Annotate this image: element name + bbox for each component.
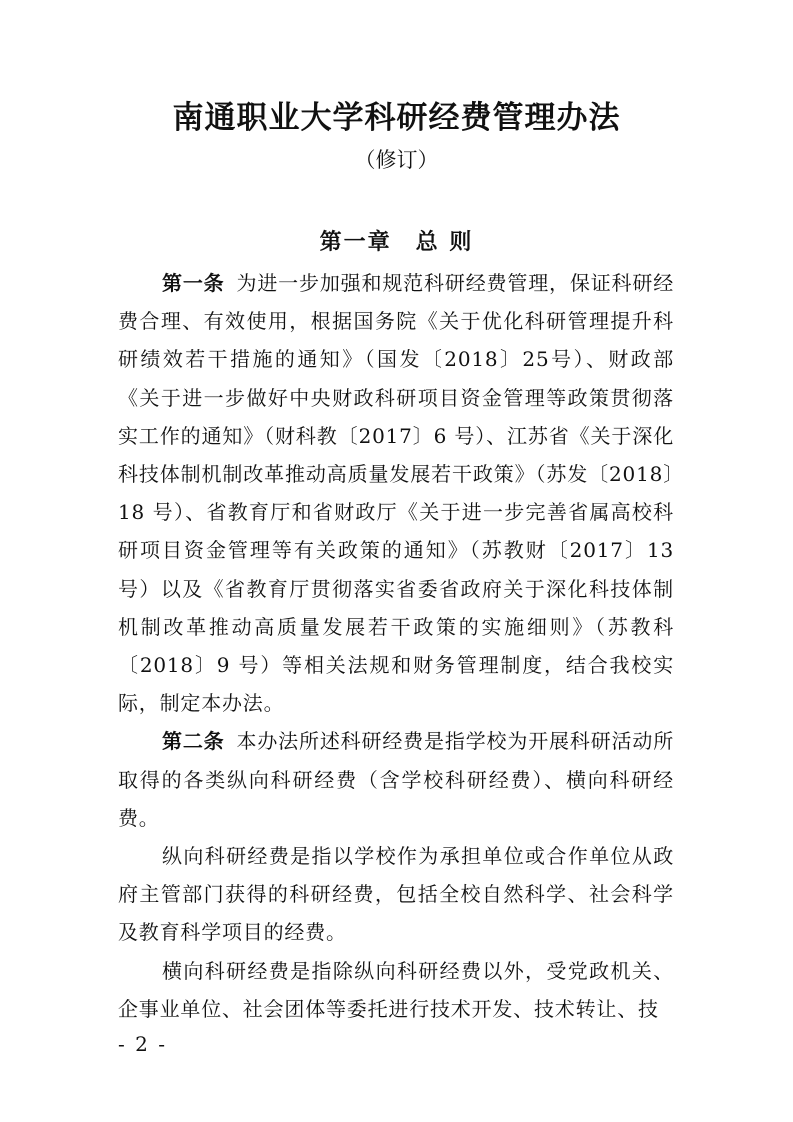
chapter-heading: 第一章 总 则: [319, 229, 474, 255]
article-text: 本办法所述科研经费是指学校为开展科研活动所取得的各类纵向科研经费（含学校科研经费）、横向科研经费。: [118, 729, 674, 830]
article-label: 第二条: [162, 729, 225, 754]
document-subtitle: （修订）: [354, 148, 439, 172]
article-text: 为进一步加强和规范科研经费管理，保证科研经费合理、有效使用，根据国务院《关于优化科研管理提升科研绩效若干措施的通知》（国发〔2018〕25号）、财政部《关于进一步做好中央财政科研项目资金管理等政策贯彻落实工作的通知》（财科教〔2017〕6 号）、江苏省《关于深化科技体制机制改革推动高质量发展若干政策》（苏发〔2018〕18 号）、省教育厅和省财政厅《关于进一步完善省属高校科研项目资金管理等有关政策的通知》（苏教财〔2017〕13号）以及《省教育厅贯彻落实省委省政府关于深化科技体制机制改革推动高质量发展若干政策的实施细则》（苏教科〔2018〕9 号）等相关法规和财务管理制度，结合我校实际，制定本办法。: [118, 271, 674, 716]
article-2: [118, 722, 674, 837]
paragraph-horizontal-funding: 横向科研经费是指除纵向科研经费以外，受党政机关、企事业单位、社会团体等委托进行技术开发、技术转让、技: [118, 958, 674, 1021]
article-label: 第一条: [162, 271, 225, 295]
document-title: 南通职业大学科研经费管理办法: [172, 100, 621, 136]
paragraph-vertical-funding: 纵向科研经费是指以学校作为承担单位或合作单位从政府主管部门获得的科研经费，包括全校自然科学、社会科学及教育科学项目的经费。: [118, 844, 674, 945]
document-body: [118, 264, 674, 1028]
article-1: [118, 264, 674, 722]
page-number: - 2 -: [118, 1032, 167, 1056]
